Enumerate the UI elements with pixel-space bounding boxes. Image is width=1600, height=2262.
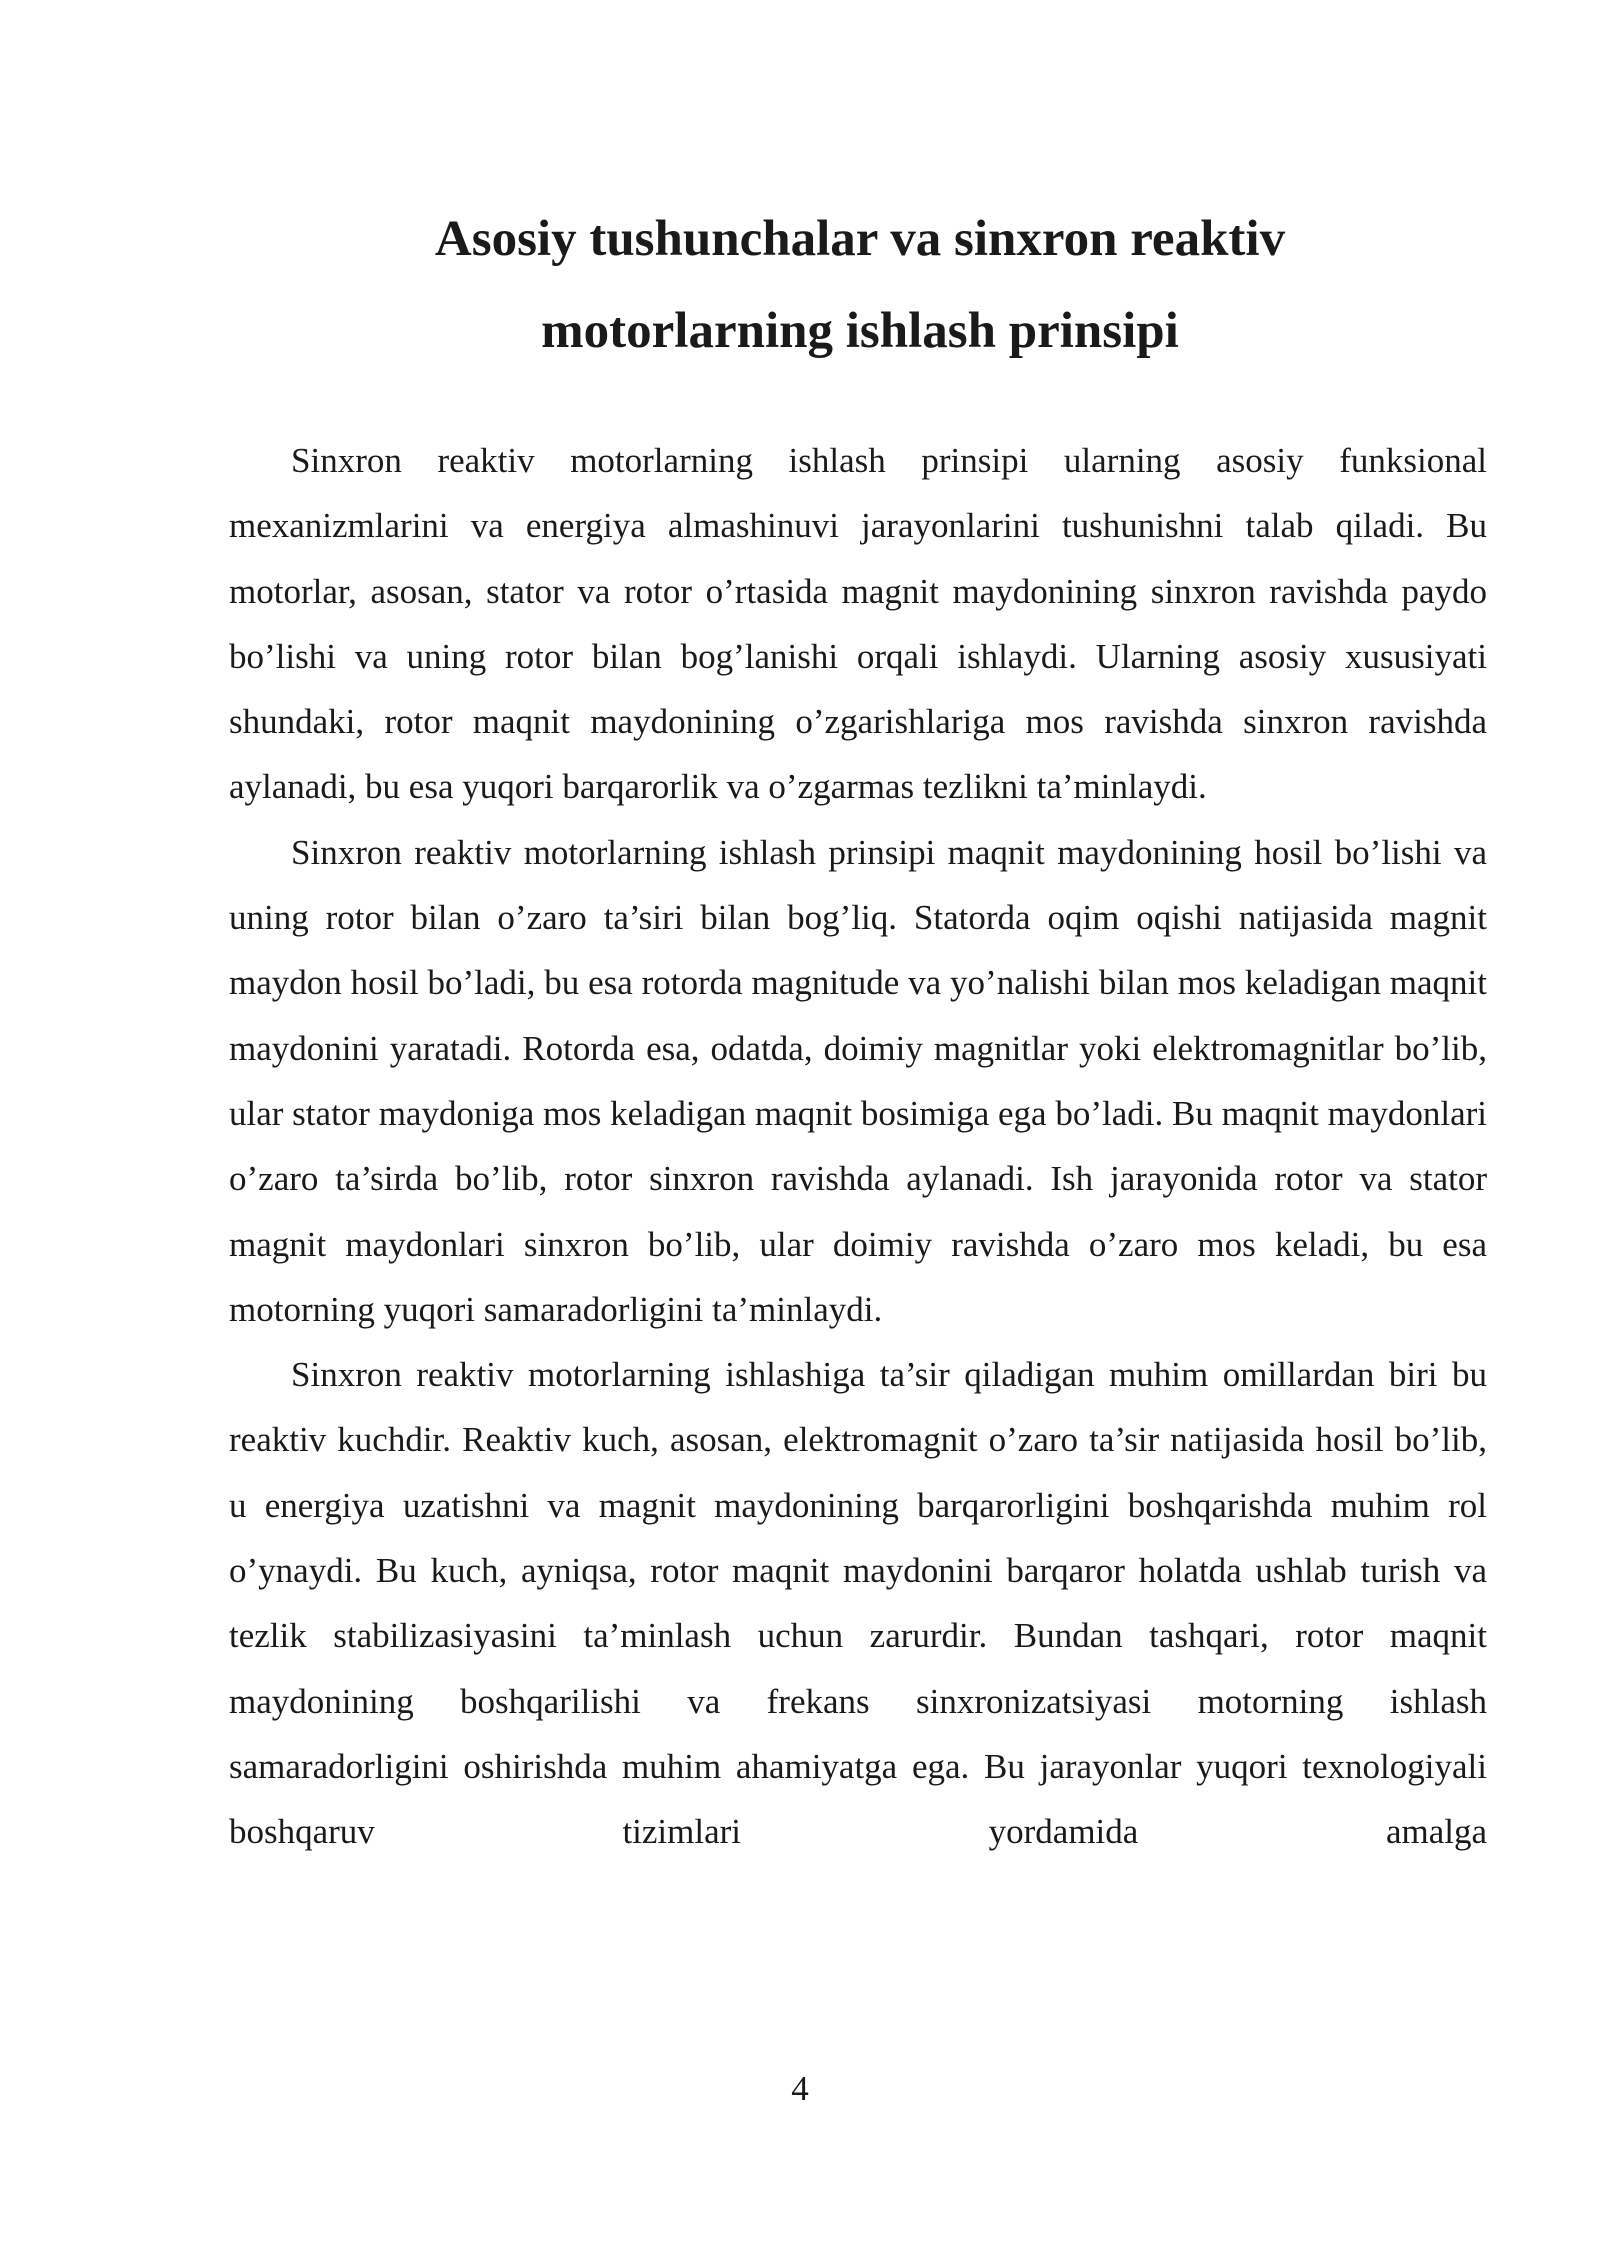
paragraph-1: Sinxron reaktiv motorlarning ishlash prinsipi ularning asosiy funksional mexanizmlarini va energiya almashinuvi jarayonlarini tushunishni talab qiladi. Bu motorlar, asosan, stator va rotor o’rtasida magnit maydonining sinxron ravishda paydo bo’lishi va uning rotor bilan bog’lanishi orqali ishlaydi. Ularning asosiy xususiyati shundaki, rotor maqnit maydonining o’zgarishlariga mos ravishda sinxron ravishda aylanadi, bu esa yuqori barqarorlik va o’zgarmas tezlikni ta’minlaydi. [229, 441, 1487, 807]
paragraph-2: Sinxron reaktiv motorlarning ishlash prinsipi maqnit maydonining hosil bo’lishi va uning rotor bilan o’zaro ta’siri bilan bog’liq. Statorda oqim oqishi natijasida magnit maydon hosil bo’ladi, bu esa rotorda magnitude va yo’nalishi bilan mos keladigan maqnit maydonini yaratadi. Rotorda esa, odatda, doimiy magnitlar yoki elektromagnitlar bo’lib, ular stator maydoniga mos keladigan maqnit bosimiga ega bo’ladi. Bu maqnit maydonlari o’zaro ta’sirda bo’lib, rotor sinxron ravishda aylanadi. Ish jarayonida rotor va stator magnit maydonlari sinxron bo’lib, ular doimiy ravishda o’zaro mos keladi, bu esa motorning yuqori samaradorligini ta’minlaydi. [229, 832, 1487, 1329]
body-text [229, 428, 1487, 1865]
page-number: 4 [791, 2069, 809, 2108]
paragraph-3: Sinxron reaktiv motorlarning ishlashiga ta’sir qiladigan muhim omillardan biri bu reaktiv kuchdir. Reaktiv kuch, asosan, elektromagnit o’zaro ta’sir natijasida hosil bo’lib, u energiya uzatishni va magnit maydonining barqarorligini boshqarishda muhim rol o’ynaydi. Bu kuch, ayniqsa, rotor maqnit maydonini barqaror holatda ushlab turish va tezlik stabilizasiyasini ta’minlash uchun zarurdir. Bundan tashqari, rotor maqnit maydonining boshqarilishi va frekans sinxronizatsiyasi motorning ishlash samaradorligini oshirishda muhim ahamiyatga ega. Bu jarayonlar yuqori texnologiyali boshqaruv tizimlari yordamida amalga [229, 1355, 1487, 1852]
page-title [230, 193, 1490, 377]
title-line-2: motorlarning ishlash prinsipi [541, 303, 1179, 359]
title-line-1: Asosiy tushunchalar va sinxron reaktiv [434, 211, 1286, 267]
